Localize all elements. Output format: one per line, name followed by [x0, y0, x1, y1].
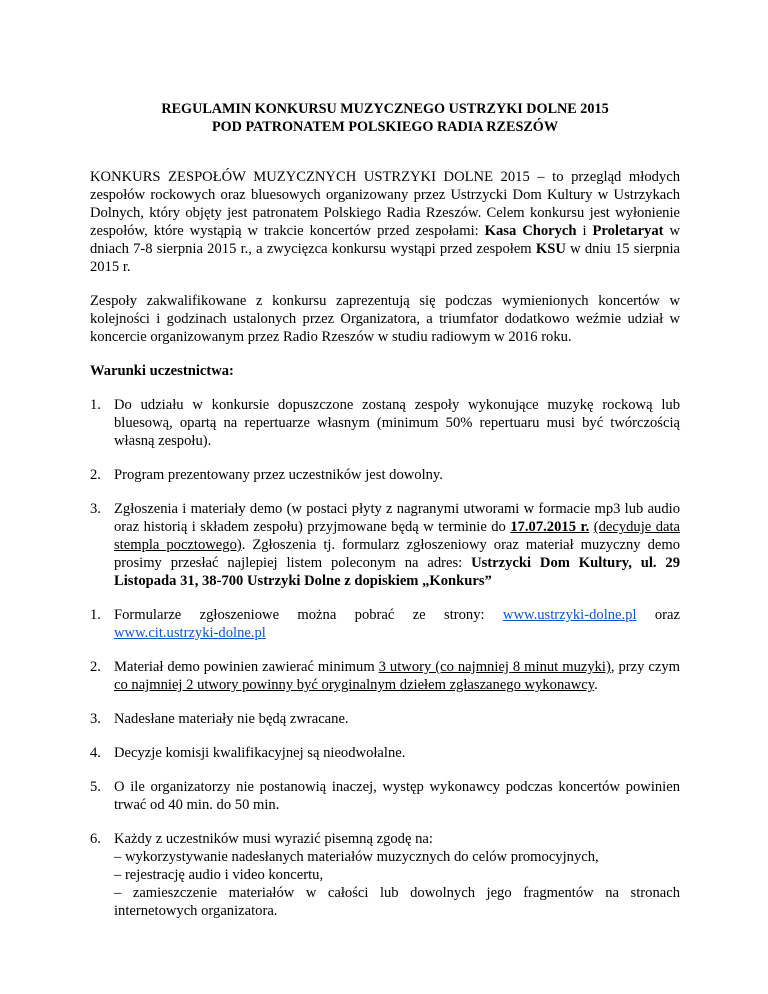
page-title	[90, 100, 680, 136]
band-proletaryat: Proletaryat	[592, 223, 664, 239]
list-item: 6. Każdy z uczestników musi wyrazić pisemną zgodę na: – wykorzystywanie nadesłanych materiałów muzycznych do celów promocyjnych, – rejestrację audio i video koncertu, – zamieszczenie materiałów w całości lub dowolnych jego fragmentów na stronach internetowych organizatora.	[90, 831, 680, 919]
consent-subitem: – zamieszczenie materiałów w całości lub dowolnych jego fragmentów na stronach internetowych organizatora.	[114, 885, 680, 919]
conditions-heading: Warunki uczestnictwa:	[90, 363, 234, 379]
band-ksu: KSU	[535, 241, 566, 257]
rules-list	[90, 606, 680, 920]
cit-ustrzyki-dolne-link[interactable]: www.cit.ustrzyki-dolne.pl	[114, 625, 266, 641]
consent-subitem: – wykorzystywanie nadesłanych materiałów muzycznych do celów promocyjnych,	[114, 849, 599, 865]
qualified-bands-paragraph: Zespoły zakwalifikowane z konkursu zaprezentują się podczas wymienionych koncertów w kolejności i godzinach ustalonych przez Organizatora, a triumfator dodatkowo weźmie udział w koncercie organizowanym przez Radio Rzeszów w studiu radiowym w 2016 roku.	[90, 293, 680, 345]
deadline-date: 17.07.2015 r.	[510, 519, 590, 535]
list-item: 1. Formularze zgłoszeniowe można pobrać ze strony: www.ustrzyki-dolne.pl oraz www.cit.ustrzyki-dolne.pl	[90, 607, 680, 641]
title-line-2: POD PATRONATEM POLSKIEGO RADIA RZESZÓW	[211, 119, 559, 135]
list-item: 3. Nadesłane materiały nie będą zwracane.	[90, 711, 349, 727]
postmark-note: (decyduje data stempla pocztowego)	[114, 519, 680, 553]
list-item: 4. Decyzje komisji kwalifikacyjnej są nieodwołalne.	[90, 745, 406, 761]
list-item: 2. Materiał demo powinien zawierać minimum 3 utwory (co najmniej 8 minut muzyki), przy czym co najmniej 2 utwory powinny być oryginalnym dziełem zgłaszanego wykonawcy.	[90, 659, 680, 693]
ustrzyki-dolne-link[interactable]: www.ustrzyki-dolne.pl	[502, 607, 637, 623]
intro-paragraph: KONKURS ZESPOŁÓW MUZYCZNYCH USTRZYKI DOLNE 2015 – to przegląd młodych zespołów rockowych oraz bluesowych organizowany przez Ustrzycki Dom Kultury w Ustrzykach Dolnych, który objęty jest patronatem Polskiego Radia Rzeszów. Celem konkursu jest wyłonienie zespołów, które wystąpią w trakcie koncertów przed zespołami: Kasa Chorych i Proletaryat w dniach 7-8 sierpnia 2015 r., a zwycięzca konkursu wystąpi przed zespołem KSU w dniu 15 sierpnia 2015 r.	[90, 169, 680, 275]
conditions-list	[90, 396, 680, 590]
list-item: 2. Program prezentowany przez uczestników jest dowolny.	[90, 467, 443, 483]
list-item: 5. O ile organizatorzy nie postanowią inaczej, występ wykonawcy podczas koncertów powinien trwać od 40 min. do 50 min.	[90, 779, 680, 813]
postal-address: Ustrzycki Dom Kultury, ul. 29 Listopada 31, 38-700 Ustrzyki Dolne z dopiskiem „Konkurs”	[114, 555, 681, 589]
consent-subitem: – rejestrację audio i video koncertu,	[114, 867, 324, 883]
list-item: 1. Do udziału w konkursie dopuszczone zostaną zespoły wykonujące muzykę rockową lub bluesową, opartą na repertuarze własnym (minimum 50% repertuaru musi być twórczością własną zespołu).	[90, 397, 680, 449]
list-item: 3. Zgłoszenia i materiały demo (w postaci płyty z nagranymi utworami w formacie mp3 lub audio oraz historią i składem zespołu) przyjmowane będą w terminie do 17.07.2015 r. (decyduje data stempla pocztowego). Zgłoszenia tj. formularz zgłoszeniowy oraz materiał muzyczny demo prosimy przesłać najlepiej listem poleconym na adres: Ustrzycki Dom Kultury, ul. 29 Listopada 31, 38-700 Ustrzyki Dolne z dopiskiem „Konkurs”	[90, 501, 681, 589]
band-kasa-chorych: Kasa Chorych	[484, 223, 577, 239]
title-line-1: REGULAMIN KONKURSU MUZYCZNEGO USTRZYKI DOLNE 2015	[161, 101, 609, 117]
